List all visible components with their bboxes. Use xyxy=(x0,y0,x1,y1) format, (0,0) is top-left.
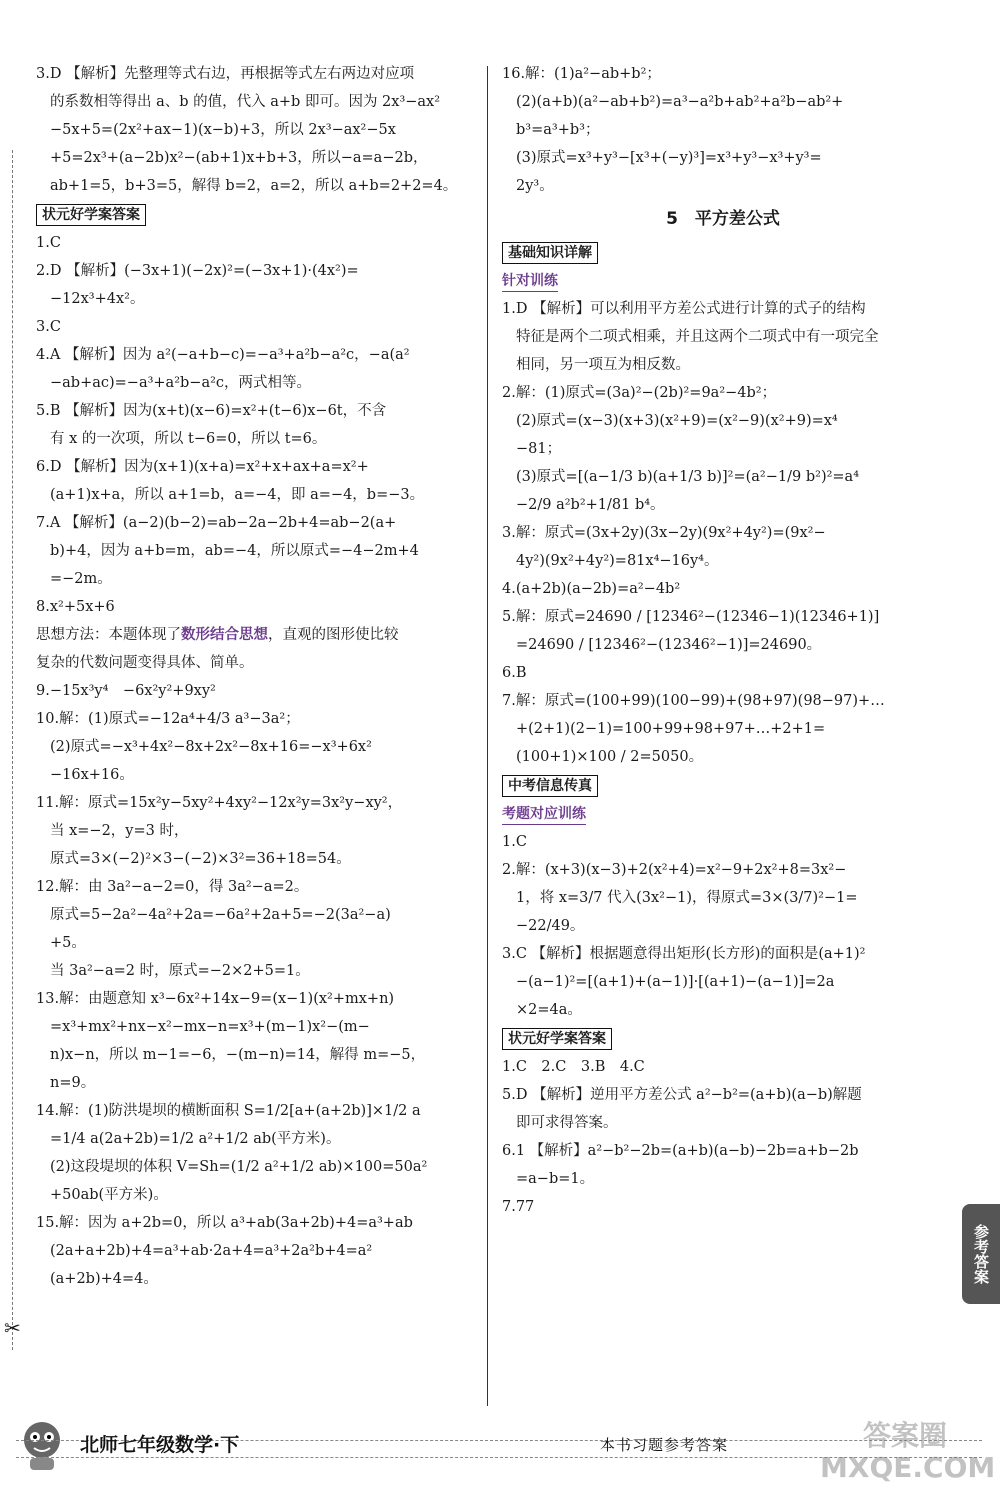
section-box-heading: 状元好学案答案 xyxy=(36,204,146,226)
answer-text: 15.解：因为 a+2b=0，所以 a³+ab(3a+2b)+4=a³+ab xyxy=(36,1215,413,1231)
answer-line xyxy=(502,996,944,1024)
answer-text: 6.1 【解析】a²−b²−2b=(a+b)(a−b)−2b=a+b−2b xyxy=(502,1143,859,1159)
answer-text: 2.D 【解析】(−3x+1)(−2x)²=(−3x+1)·(4x²)= xyxy=(36,263,359,279)
answer-line xyxy=(502,407,944,435)
answer-line xyxy=(36,1125,476,1153)
answer-text: (2)原式=(x−3)(x+3)(x²+9)=(x²−9)(x²+9)=x⁴ xyxy=(516,413,838,429)
answer-text: 1.C xyxy=(36,235,61,251)
answer-line xyxy=(502,491,944,519)
answer-text: 思想方法：本题体现了 xyxy=(36,627,181,643)
answer-text: 10.解：(1)原式=−12a⁴+4/3 a³−3a²； xyxy=(36,711,300,727)
answer-line xyxy=(36,873,476,901)
answer-line xyxy=(502,631,944,659)
answer-text: 5.解：原式=24690 / [12346²−(12346−1)(12346+1)] xyxy=(502,609,880,625)
answer-text: 3.C 【解析】根据题意得出矩形(长方形)的面积是(a+1)² xyxy=(502,946,866,962)
answer-line xyxy=(502,603,944,631)
answer-text: 9.−15x³y⁴ −6x²y²+9xy² xyxy=(36,683,216,699)
answer-line xyxy=(502,60,944,88)
answer-text: (a+1)x+a，所以 a+1=b，a=−4，即 a=−4，b=−3。 xyxy=(50,487,425,503)
answer-line xyxy=(36,1069,476,1097)
highlight-text: 数形结合思想 xyxy=(181,627,268,643)
answer-text: b)+4，因为 a+b=m，ab=−4，所以原式=−4−2m+4 xyxy=(50,543,419,559)
answer-line xyxy=(502,116,944,144)
answer-text: (3)原式=[(a−1/3 b)(a+1/3 b)]²=(a²−1/9 b²)²=a⁴ xyxy=(516,469,860,485)
answer-text: 当 x=−2，y=3 时， xyxy=(50,823,189,839)
answer-text: 3.D 【解析】先整理等式右边，再根据等式左右两边对应项 xyxy=(36,66,415,82)
answer-text: =−2m。 xyxy=(50,571,112,587)
subsection-heading: 考题对应训练 xyxy=(502,804,586,825)
answer-text: 6.B xyxy=(502,665,527,681)
answer-line xyxy=(502,968,944,996)
answer-text: (2)原式=−x³+4x²−8x+2x²−8x+16=−x³+6x² xyxy=(50,739,372,755)
answer-line xyxy=(36,285,476,313)
answer-line xyxy=(36,1237,476,1265)
answer-line xyxy=(36,509,476,537)
answer-line xyxy=(502,519,944,547)
watermark-logo xyxy=(820,1419,996,1490)
right-column xyxy=(502,60,944,1221)
answer-text: 6.D 【解析】因为(x+1)(x+a)=x²+x+ax+a=x²+ xyxy=(36,459,369,475)
answer-text: 12.解：由 3a²−a−2=0，得 3a²−a=2。 xyxy=(36,879,309,895)
answer-line xyxy=(36,677,476,705)
answer-text: −22/49。 xyxy=(516,918,585,934)
answer-text: +5=2x³+(a−2b)x²−(ab+1)x+b+3，所以−a=a−2b， xyxy=(50,150,428,166)
answer-text: =1/4 a(2a+2b)=1/2 a²+1/2 ab(平方米)。 xyxy=(50,1131,341,1147)
answer-text: +(2+1)(2−1)=100+99+98+97+…+2+1= xyxy=(516,721,826,737)
answer-line xyxy=(502,940,944,968)
answer-line xyxy=(36,1097,476,1125)
section-title: 5 平方差公式 xyxy=(666,209,780,229)
answer-line xyxy=(36,1153,476,1181)
answer-text: n=9。 xyxy=(50,1075,96,1091)
answer-line xyxy=(36,116,476,144)
answer-text: 的系数相等得出 a、b 的值，代入 a+b 即可。因为 2x³−ax² xyxy=(50,94,441,110)
answer-line xyxy=(36,172,476,200)
answer-text: 1.D 【解析】可以利用平方差公式进行计算的式子的结构 xyxy=(502,301,866,317)
answer-text: 2.解：(1)原式=(3a)²−(2b)²=9a²−4b²； xyxy=(502,385,777,401)
answer-line xyxy=(502,659,944,687)
section-box-heading: 中考信息传真 xyxy=(502,775,598,797)
answer-line xyxy=(502,435,944,463)
answer-line xyxy=(502,743,944,771)
answer-line xyxy=(502,351,944,379)
answer-text: 3.解：原式=(3x+2y)(3x−2y)(9x²+4y²)=(9x²− xyxy=(502,525,826,541)
answer-text: 7.解：原式=(100+99)(100−99)+(98+97)(98−97)+… xyxy=(502,693,885,709)
answer-line xyxy=(502,575,944,603)
answer-line xyxy=(502,88,944,116)
answer-text: 3.C xyxy=(36,319,61,335)
answer-line xyxy=(502,1053,944,1081)
answer-line xyxy=(36,341,476,369)
answer-line xyxy=(36,705,476,733)
answer-line xyxy=(36,537,476,565)
answer-line xyxy=(36,257,476,285)
answer-line xyxy=(36,817,476,845)
answer-line xyxy=(36,369,476,397)
answer-text: 2y³。 xyxy=(516,178,554,194)
answer-line xyxy=(36,453,476,481)
section-label: 本书习题参考答案 xyxy=(600,1436,729,1454)
answer-line xyxy=(36,593,476,621)
answer-line xyxy=(36,901,476,929)
scissors-icon: ✂ xyxy=(4,1316,21,1340)
answer-text: 7.A 【解析】(a−2)(b−2)=ab−2a−2b+4=ab−2(a+ xyxy=(36,515,397,531)
answer-line xyxy=(36,929,476,957)
side-tab-answers[interactable]: 参考答案 xyxy=(962,1204,1000,1304)
answer-text: 13.解：由题意知 x³−6x²+14x−9=(x−1)(x²+mx+n) xyxy=(36,991,395,1007)
answer-text: (2)(a+b)(a²−ab+b²)=a³−a²b+ab²+a²b−ab²+ xyxy=(516,94,844,110)
answer-text: 1.C 2.C 3.B 4.C xyxy=(502,1059,645,1075)
answer-text: 5.D 【解析】逆用平方差公式 a²−b²=(a+b)(a−b)解题 xyxy=(502,1087,862,1103)
answer-line xyxy=(36,621,476,649)
answer-text: 当 3a²−a=2 时，原式=−2×2+5=1。 xyxy=(50,963,310,979)
answer-text: −5x+5=(2x²+ax−1)(x−b)+3，所以 2x³−ax²−5x xyxy=(50,122,396,138)
answer-text: =x³+mx²+nx−x²−mx−n=x³+(m−1)x²−(m− xyxy=(50,1019,370,1035)
answer-line xyxy=(502,1109,944,1137)
answer-line xyxy=(36,229,476,257)
column-divider xyxy=(487,66,488,1406)
answer-line xyxy=(36,60,476,88)
answer-text: 14.解：(1)防洪堤坝的横断面积 S=1/2[a+(a+2b)]×1/2 a xyxy=(36,1103,421,1119)
answer-text: (a+2b)+4=4。 xyxy=(50,1271,158,1287)
answer-line xyxy=(502,828,944,856)
answer-line xyxy=(502,463,944,491)
answer-line xyxy=(502,1137,944,1165)
answer-line xyxy=(36,1209,476,1237)
answer-text: +5。 xyxy=(50,935,86,951)
answer-text: ab+1=5，b+3=5，解得 b=2，a=2，所以 a+b=2+2=4。 xyxy=(50,178,458,194)
answer-text: ×2=4a。 xyxy=(516,1002,582,1018)
section-box-heading: 状元好学案答案 xyxy=(502,1028,612,1050)
answer-text: 1，将 x=3/7 代入(3x²−1)，得原式=3×(3/7)²−1= xyxy=(516,890,858,906)
answer-line xyxy=(502,144,944,172)
answer-text: 2.解：(x+3)(x−3)+2(x²+4)=x²−9+2x²+8=3x²− xyxy=(502,862,847,878)
answer-line xyxy=(502,687,944,715)
answer-line xyxy=(36,649,476,677)
answer-line xyxy=(502,1081,944,1109)
answer-text: −16x+16。 xyxy=(50,767,134,783)
left-column xyxy=(36,60,476,1293)
answer-line xyxy=(36,1013,476,1041)
answer-line xyxy=(502,379,944,407)
answer-line xyxy=(502,884,944,912)
answer-line xyxy=(36,425,476,453)
answer-text: −12x³+4x²。 xyxy=(50,291,145,307)
answer-line xyxy=(36,1041,476,1069)
answer-text: 特征是两个二项式相乘，并且这两个二项式中有一项完全 xyxy=(516,329,879,345)
answer-text: −2/9 a²b²+1/81 b⁴。 xyxy=(516,497,665,513)
answer-text: (2a+a+2b)+4=a³+ab·2a+4=a³+2a²b+4=a² xyxy=(50,1243,373,1259)
answer-text: n)x−n，所以 m−1=−6，−(m−n)=14，解得 m=−5， xyxy=(50,1047,426,1063)
answer-text: −81； xyxy=(516,441,562,457)
answer-text: 即可求得答案。 xyxy=(516,1115,618,1131)
answer-line xyxy=(502,547,944,575)
answer-text: 4.A 【解析】因为 a²(−a+b−c)=−a³+a²b−a²c，−a(a² xyxy=(36,347,410,363)
subsection-heading: 针对训练 xyxy=(502,271,558,292)
answer-text: −ab+ac)=−a³+a²b−a²c，两式相等。 xyxy=(50,375,312,391)
answer-line xyxy=(502,912,944,940)
answer-line xyxy=(36,1181,476,1209)
answer-line xyxy=(36,397,476,425)
answer-text: 1.C xyxy=(502,834,527,850)
answer-line xyxy=(36,565,476,593)
answer-line xyxy=(502,1165,944,1193)
answer-line xyxy=(36,733,476,761)
answer-text: =24690 / [12346²−(12346²−1)]=24690。 xyxy=(516,637,822,653)
answer-line xyxy=(36,313,476,341)
answer-text: (100+1)×100 / 2=5050。 xyxy=(516,749,704,765)
book-title: 北师七年级数学·下 xyxy=(80,1434,240,1456)
answer-line xyxy=(36,985,476,1013)
answer-line xyxy=(502,295,944,323)
answer-text: −(a−1)²=[(a+1)+(a−1)]·[(a+1)−(a−1)]=2a xyxy=(516,974,835,990)
answer-line xyxy=(36,481,476,509)
answer-line xyxy=(502,715,944,743)
answer-text: 复杂的代数问题变得具体、简单。 xyxy=(36,655,254,671)
answer-text: (2)这段堤坝的体积 V=Sh=(1/2 a²+1/2 ab)×100=50a² xyxy=(50,1159,428,1175)
answer-text: 4y²)(9x²+4y²)=81x⁴−16y⁴。 xyxy=(516,553,719,569)
section-box-heading: 基础知识详解 xyxy=(502,242,598,264)
answer-line xyxy=(36,144,476,172)
answer-text: 有 x 的一次项，所以 t−6=0，所以 t=6。 xyxy=(50,431,327,447)
answer-text: 7.77 xyxy=(502,1199,535,1215)
answer-text: b³=a³+b³； xyxy=(516,122,600,138)
answer-line xyxy=(36,789,476,817)
answer-line xyxy=(502,1193,944,1221)
cut-line xyxy=(12,150,13,1350)
answer-text: (3)原式=x³+y³−[x³+(−y)³]=x³+y³−x³+y³= xyxy=(516,150,822,166)
answer-line xyxy=(36,845,476,873)
answer-text: +50ab(平方米)。 xyxy=(50,1187,168,1203)
answer-line xyxy=(36,88,476,116)
answer-text: ，直观的图形使比较 xyxy=(268,627,399,643)
answer-line xyxy=(502,323,944,351)
answer-text: =a−b=1。 xyxy=(516,1171,595,1187)
answer-line xyxy=(502,856,944,884)
answer-text: 原式=3×(−2)²×3−(−2)×3²=36+18=54。 xyxy=(50,851,351,867)
watermark-text: 答案圈 MXQE.COM xyxy=(820,1419,996,1484)
answer-text: 相同，另一项互为相反数。 xyxy=(516,357,690,373)
answer-line xyxy=(36,761,476,789)
answer-line xyxy=(36,957,476,985)
answer-text: 8.x²+5x+6 xyxy=(36,599,115,615)
answer-text: 原式=5−2a²−4a²+2a=−6a²+2a+5=−2(3a²−a) xyxy=(50,907,391,923)
answer-line xyxy=(36,1265,476,1293)
answer-text: 4.(a+2b)(a−2b)=a²−4b² xyxy=(502,581,681,597)
answer-text: 16.解：(1)a²−ab+b²； xyxy=(502,66,661,82)
answer-line xyxy=(502,172,944,200)
answer-text: 5.B 【解析】因为(x+t)(x−6)=x²+(t−6)x−6t，不含 xyxy=(36,403,387,419)
answer-text: 11.解：原式=15x²y−5xy²+4xy²−12x²y=3x²y−xy²， xyxy=(36,795,403,811)
